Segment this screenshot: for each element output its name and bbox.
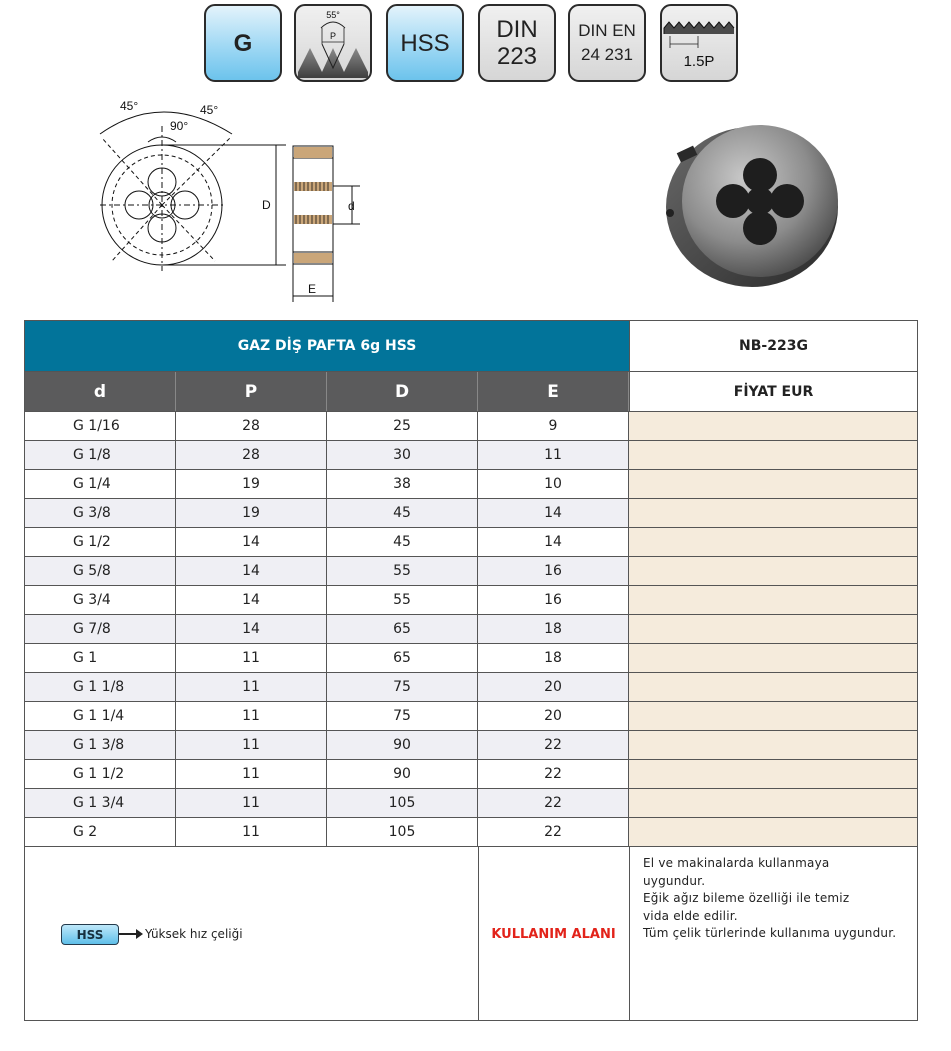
cell-d: G 3/4 bbox=[25, 586, 176, 614]
table-row bbox=[25, 673, 629, 702]
angle-center-label: 90° bbox=[170, 119, 189, 133]
din-en-line1: DIN EN bbox=[578, 21, 636, 40]
price-cell bbox=[629, 586, 917, 615]
cell-D: 75 bbox=[327, 673, 478, 701]
cell-d: G 7/8 bbox=[25, 615, 176, 643]
cell-d: G 1 3/4 bbox=[25, 789, 176, 817]
cell-d: G 1 1/4 bbox=[25, 702, 176, 730]
table-row bbox=[25, 528, 629, 557]
cell-P: 11 bbox=[176, 673, 327, 701]
usage-line: Eğik ağız bileme özelliği ile temiz bbox=[643, 891, 850, 905]
cell-D: 75 bbox=[327, 702, 478, 730]
cell-P: 14 bbox=[176, 586, 327, 614]
table-title: GAZ DİŞ PAFTA 6g HSS bbox=[25, 321, 629, 371]
table-row bbox=[25, 644, 629, 673]
cell-d: G 1 1/2 bbox=[25, 760, 176, 788]
cell-P: 14 bbox=[176, 615, 327, 643]
table-row bbox=[25, 615, 629, 644]
cell-E: 9 bbox=[478, 412, 629, 440]
table-row bbox=[25, 760, 629, 789]
thread-angle-badge bbox=[294, 4, 372, 82]
thread-type-badge bbox=[204, 4, 282, 82]
usage-line: El ve makinalarda kullanmaya bbox=[643, 856, 830, 870]
dim-E-label: E bbox=[308, 282, 317, 296]
price-cell bbox=[629, 470, 917, 499]
die-product-photo bbox=[660, 115, 850, 295]
cell-E: 20 bbox=[478, 673, 629, 701]
cell-P: 19 bbox=[176, 470, 327, 498]
cell-d: G 5/8 bbox=[25, 557, 176, 585]
cell-P: 19 bbox=[176, 499, 327, 527]
price-cell bbox=[629, 412, 917, 441]
cell-P: 11 bbox=[176, 818, 327, 846]
column-header-D: D bbox=[327, 372, 478, 411]
price-cell bbox=[629, 499, 917, 528]
cell-P: 11 bbox=[176, 760, 327, 788]
cell-d: G 1/4 bbox=[25, 470, 176, 498]
price-header: FİYAT EUR bbox=[629, 372, 917, 411]
cell-P: 11 bbox=[176, 789, 327, 817]
table-row bbox=[25, 789, 629, 818]
cell-E: 10 bbox=[478, 470, 629, 498]
price-cell bbox=[629, 644, 917, 673]
din-line1: DIN bbox=[496, 16, 538, 43]
cell-E: 22 bbox=[478, 731, 629, 759]
table-row bbox=[25, 470, 629, 499]
pitch-label: P bbox=[329, 31, 337, 41]
cell-D: 65 bbox=[327, 615, 478, 643]
dim-d-label: d bbox=[348, 199, 355, 213]
table-row bbox=[25, 441, 629, 470]
price-cell bbox=[629, 702, 917, 731]
price-cell bbox=[629, 731, 917, 760]
cell-E: 14 bbox=[478, 499, 629, 527]
price-cell bbox=[629, 760, 917, 789]
cell-d: G 1/8 bbox=[25, 441, 176, 469]
cell-d: G 1/2 bbox=[25, 528, 176, 556]
table-row bbox=[25, 731, 629, 760]
cell-P: 14 bbox=[176, 557, 327, 585]
table-row bbox=[25, 818, 629, 847]
price-cell bbox=[629, 441, 917, 470]
die-technical-drawing bbox=[90, 96, 355, 306]
cell-D: 25 bbox=[327, 412, 478, 440]
cell-D: 45 bbox=[327, 499, 478, 527]
cell-P: 11 bbox=[176, 702, 327, 730]
cell-P: 28 bbox=[176, 412, 327, 440]
usage-line: Tüm çelik türlerinde kullanıma uygundur. bbox=[643, 926, 897, 940]
thread-type-label: G bbox=[233, 29, 253, 57]
product-table bbox=[24, 320, 918, 1021]
cell-P: 28 bbox=[176, 441, 327, 469]
din-badge bbox=[478, 4, 556, 82]
cell-E: 18 bbox=[478, 615, 629, 643]
cell-P: 14 bbox=[176, 528, 327, 556]
arrow-right-icon bbox=[119, 933, 137, 935]
din-en-line2: 24 231 bbox=[581, 45, 633, 64]
usage-area-label: KULLANIM ALANI bbox=[491, 926, 616, 942]
din-en-badge bbox=[568, 4, 646, 82]
cell-E: 16 bbox=[478, 586, 629, 614]
cell-D: 38 bbox=[327, 470, 478, 498]
table-row bbox=[25, 412, 629, 441]
cell-D: 90 bbox=[327, 760, 478, 788]
price-cell bbox=[629, 557, 917, 586]
cell-E: 16 bbox=[478, 557, 629, 585]
cell-d: G 1 1/8 bbox=[25, 673, 176, 701]
usage-area-text bbox=[643, 855, 911, 943]
usage-line: uygundur. bbox=[643, 873, 706, 888]
column-header-d: d bbox=[25, 372, 176, 411]
price-cell bbox=[629, 673, 917, 702]
column-header-E: E bbox=[478, 372, 629, 411]
thread-length-icon bbox=[662, 12, 736, 74]
din-line2: 223 bbox=[496, 43, 538, 70]
hss-legend-chip: HSS bbox=[61, 924, 119, 945]
cell-P: 11 bbox=[176, 731, 327, 759]
dim-D-label: D bbox=[262, 198, 271, 212]
price-cell bbox=[629, 615, 917, 644]
material-label: HSS bbox=[400, 29, 450, 57]
cell-D: 65 bbox=[327, 644, 478, 672]
table-row bbox=[25, 586, 629, 615]
cell-E: 22 bbox=[478, 789, 629, 817]
price-cell bbox=[629, 528, 917, 557]
cell-E: 22 bbox=[478, 818, 629, 846]
cell-E: 18 bbox=[478, 644, 629, 672]
cell-d: G 2 bbox=[25, 818, 176, 846]
product-code: NB-223G bbox=[629, 321, 917, 371]
price-cell bbox=[629, 818, 917, 847]
cell-d: G 1/16 bbox=[25, 412, 176, 440]
angle-left-label: 45° bbox=[120, 99, 139, 113]
cell-D: 55 bbox=[327, 586, 478, 614]
material-badge bbox=[386, 4, 464, 82]
table-row bbox=[25, 702, 629, 731]
cell-D: 30 bbox=[327, 441, 478, 469]
thread-length-badge bbox=[660, 4, 738, 82]
hss-legend-description: Yüksek hız çeliği bbox=[145, 927, 243, 941]
cell-d: G 1 3/8 bbox=[25, 731, 176, 759]
table-row bbox=[25, 557, 629, 586]
cell-D: 105 bbox=[327, 818, 478, 846]
cell-d: G 3/8 bbox=[25, 499, 176, 527]
table-row bbox=[25, 499, 629, 528]
column-header-P: P bbox=[176, 372, 327, 411]
cell-D: 55 bbox=[327, 557, 478, 585]
usage-line: vida elde edilir. bbox=[643, 908, 738, 923]
cell-E: 20 bbox=[478, 702, 629, 730]
cell-D: 45 bbox=[327, 528, 478, 556]
cell-d: G 1 bbox=[25, 644, 176, 672]
cell-E: 11 bbox=[478, 441, 629, 469]
cell-D: 90 bbox=[327, 731, 478, 759]
price-cell bbox=[629, 789, 917, 818]
angle-right-label: 45° bbox=[200, 103, 219, 117]
cell-D: 105 bbox=[327, 789, 478, 817]
cell-E: 14 bbox=[478, 528, 629, 556]
thread-length-label: 1.5P bbox=[683, 53, 715, 70]
cell-P: 11 bbox=[176, 644, 327, 672]
angle-label: 55° bbox=[326, 10, 340, 20]
thread-profile-icon bbox=[296, 6, 370, 80]
cell-E: 22 bbox=[478, 760, 629, 788]
